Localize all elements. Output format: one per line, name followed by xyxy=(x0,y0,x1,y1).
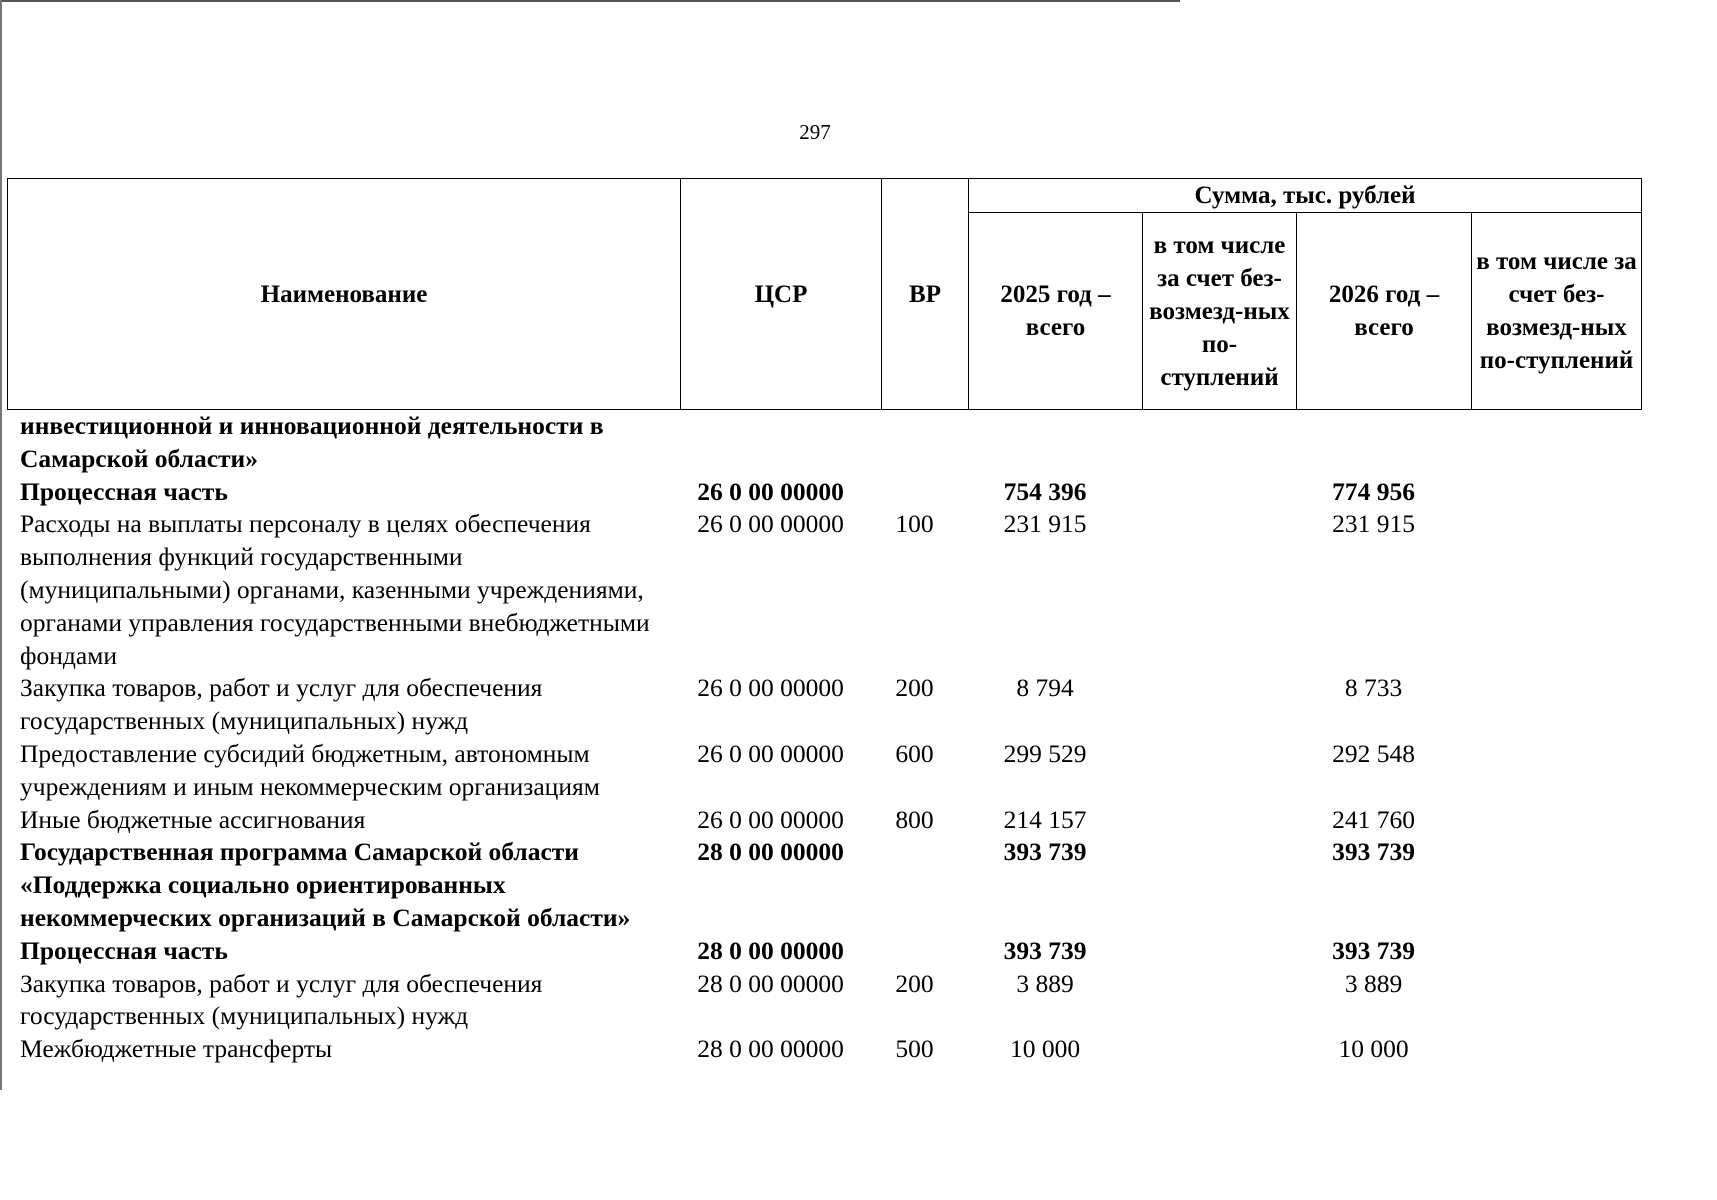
table-row xyxy=(7,476,1631,509)
row-2026-grants xyxy=(1461,476,1631,509)
row-vr xyxy=(871,476,958,509)
table-row xyxy=(7,836,1631,934)
row-2025-grants xyxy=(1132,804,1286,837)
row-csr: 28 0 00 00000 xyxy=(697,935,844,965)
row-2025-total: 754 396 xyxy=(1003,476,1087,506)
row-2026-grants xyxy=(1461,804,1631,837)
row-name: инвестиционной и инновационной деятельности в Самарской области» xyxy=(20,411,604,473)
row-vr: 200 xyxy=(895,673,934,703)
row-csr: 26 0 00 00000 xyxy=(697,476,844,506)
row-2026-grants xyxy=(1461,1033,1631,1066)
table-row xyxy=(7,1033,1631,1066)
row-2026-grants xyxy=(1461,935,1631,968)
row-2025-grants xyxy=(1132,1033,1286,1066)
row-2025-total: 299 529 xyxy=(1003,738,1087,768)
row-name: Иные бюджетные ассигнования xyxy=(20,804,366,834)
table-row xyxy=(7,508,1631,672)
row-vr: 100 xyxy=(895,509,934,539)
row-name: Расходы на выплаты персоналу в целях обеспечения выполнения функций государственными (муниципальными) органами, казенными учреждениями, органами управления государственными внебюджетными фондами xyxy=(20,509,650,670)
table-row xyxy=(7,968,1631,1034)
row-2026-grants xyxy=(1461,672,1631,738)
row-2026-grants xyxy=(1461,968,1631,1034)
row-2025-grants xyxy=(1132,672,1286,738)
row-vr xyxy=(871,836,958,934)
table-header xyxy=(7,178,1642,410)
header-csr: ЦСР xyxy=(681,179,882,410)
row-vr: 200 xyxy=(895,968,934,998)
scan-edge-left xyxy=(0,0,2,1090)
row-2026-total: 241 760 xyxy=(1332,804,1415,834)
header-2026-grants: в том числе за счет без-возмезд-ных по-ступлений xyxy=(1472,213,1642,410)
row-2026-total: 3 889 xyxy=(1344,968,1403,998)
page-number: 297 xyxy=(799,120,831,144)
row-2025-grants xyxy=(1132,476,1286,509)
row-csr: 26 0 00 00000 xyxy=(697,673,844,703)
row-name: Закупка товаров, работ и услуг для обеспечения государственных (муниципальных) нужд xyxy=(20,673,543,736)
table-row xyxy=(7,672,1631,738)
row-vr xyxy=(871,935,958,968)
row-2026-total: 231 915 xyxy=(1332,509,1415,539)
header-2025-total: 2025 год – всего xyxy=(969,213,1143,410)
row-2025-grants xyxy=(1132,410,1286,476)
table-row xyxy=(7,410,1631,476)
row-name: Процессная часть xyxy=(20,476,228,506)
row-csr: 26 0 00 00000 xyxy=(697,738,844,768)
row-csr: 26 0 00 00000 xyxy=(697,804,844,834)
row-2026-total: 10 000 xyxy=(1338,1034,1409,1064)
table-body xyxy=(7,410,1631,1066)
row-name: Предоставление субсидий бюджетным, автономным учреждениям и иным некоммерческим организациям xyxy=(20,738,600,801)
row-2025-total xyxy=(958,410,1132,476)
row-name: Государственная программа Самарской области «Поддержка социально ориентированных некоммерческих организаций в Самарской области» xyxy=(20,837,631,932)
row-2026-total: 8 733 xyxy=(1344,673,1403,703)
row-csr: 28 0 00 00000 xyxy=(697,1034,844,1064)
header-2025-grants: в том числе за счет без-возмезд-ных по-ступлений xyxy=(1143,213,1297,410)
row-2025-total: 393 739 xyxy=(1003,935,1087,965)
row-2025-total: 214 157 xyxy=(1003,804,1087,834)
header-sum-group: Сумма, тыс. рублей xyxy=(969,179,1642,213)
row-vr: 800 xyxy=(895,804,934,834)
row-2025-grants xyxy=(1132,836,1286,934)
row-2025-total: 393 739 xyxy=(1003,837,1087,867)
row-2026-total: 292 548 xyxy=(1332,738,1415,768)
row-2026-total xyxy=(1286,410,1461,476)
row-name: Процессная часть xyxy=(20,935,228,965)
row-csr xyxy=(670,410,871,476)
row-2025-total: 3 889 xyxy=(1016,968,1074,998)
header-vr: ВР xyxy=(882,179,969,410)
row-vr: 500 xyxy=(895,1034,934,1064)
row-csr: 26 0 00 00000 xyxy=(697,509,844,539)
row-csr: 28 0 00 00000 xyxy=(697,968,844,998)
row-name: Межбюджетные трансферты xyxy=(20,1034,333,1064)
scan-edge-top xyxy=(0,0,1180,2)
row-2026-total: 393 739 xyxy=(1332,935,1415,965)
row-csr: 28 0 00 00000 xyxy=(697,837,844,867)
table-row xyxy=(7,804,1631,837)
row-2025-grants xyxy=(1132,968,1286,1034)
row-2025-total: 231 915 xyxy=(1003,509,1087,539)
row-2026-grants xyxy=(1461,836,1631,934)
row-2026-grants xyxy=(1461,738,1631,804)
row-vr: 600 xyxy=(895,738,934,768)
row-vr xyxy=(871,410,958,476)
row-2026-total: 774 956 xyxy=(1332,476,1415,506)
header-name: Наименование xyxy=(8,179,681,410)
row-2025-total: 10 000 xyxy=(1009,1034,1081,1064)
row-name: Закупка товаров, работ и услуг для обеспечения государственных (муниципальных) нужд xyxy=(20,968,543,1031)
row-2025-grants xyxy=(1132,935,1286,968)
header-2026-total: 2026 год – всего xyxy=(1297,213,1472,410)
row-2025-total: 8 794 xyxy=(1016,673,1074,703)
row-2026-grants xyxy=(1461,410,1631,476)
table-row xyxy=(7,738,1631,804)
row-2026-total: 393 739 xyxy=(1332,837,1415,867)
row-2026-grants xyxy=(1461,508,1631,672)
row-2025-grants xyxy=(1132,738,1286,804)
row-2025-grants xyxy=(1132,508,1286,672)
table-row xyxy=(7,935,1631,968)
